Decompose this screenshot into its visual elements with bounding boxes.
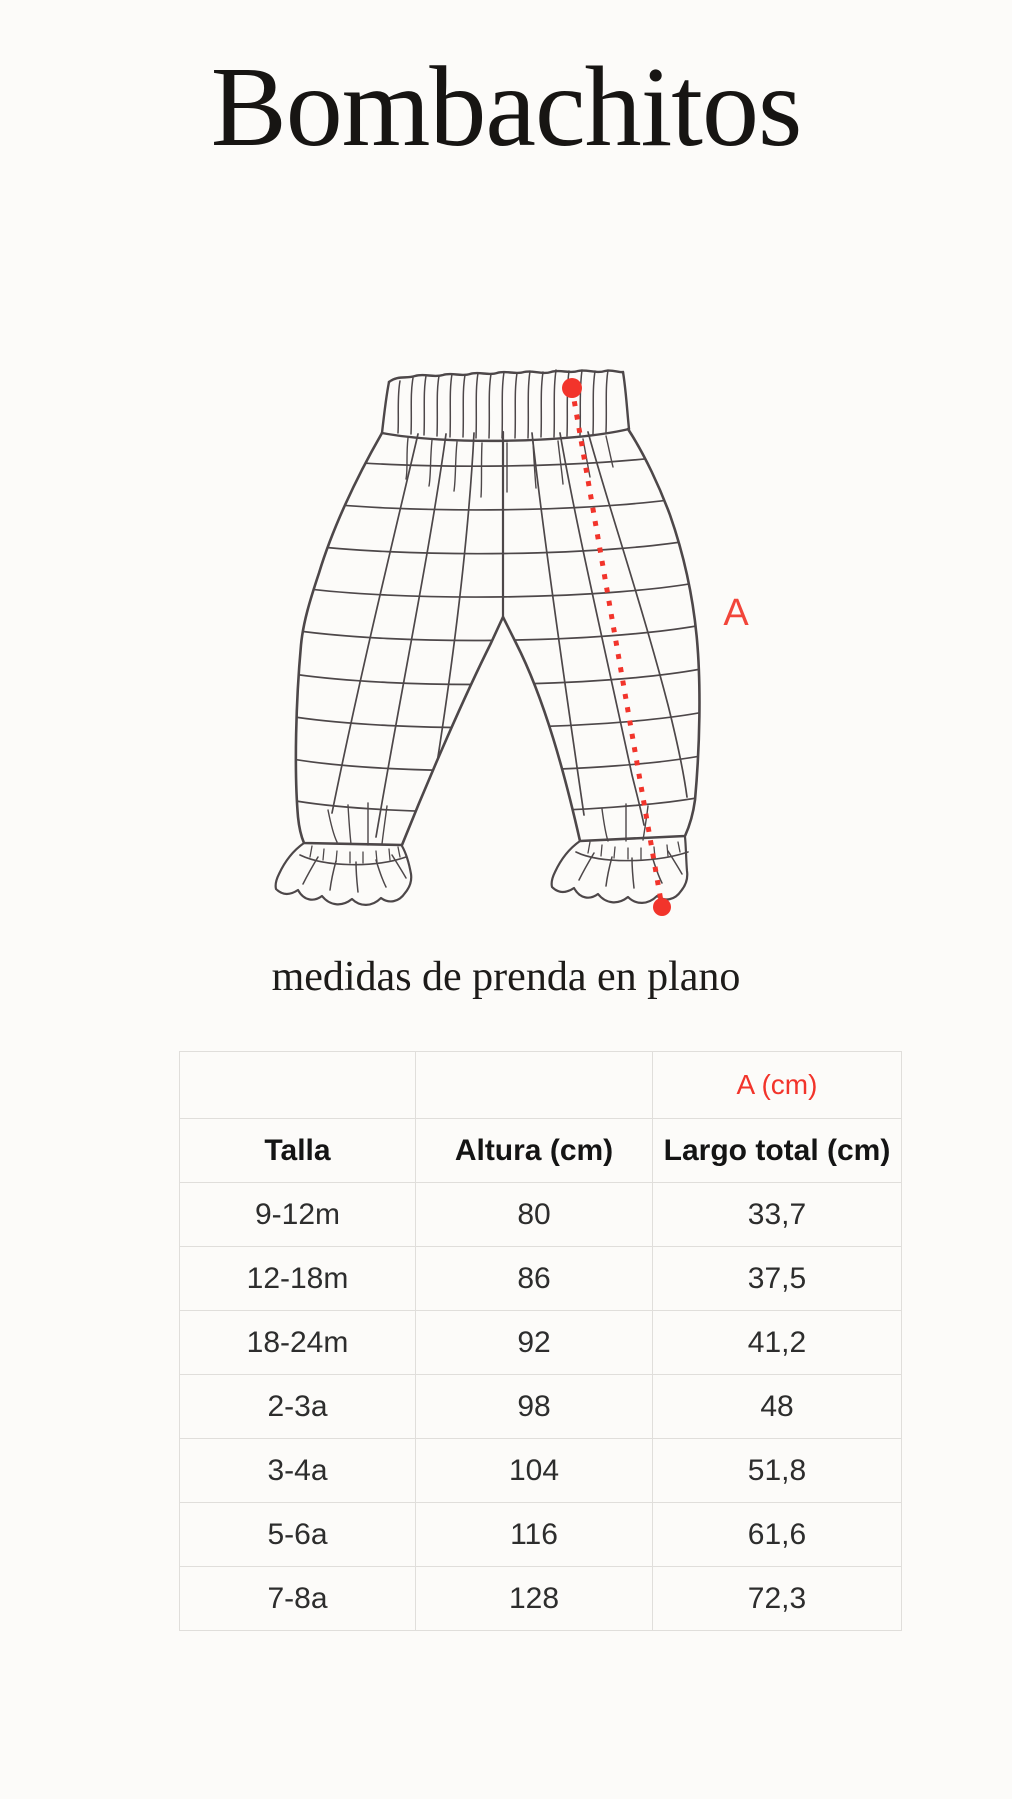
largo-cell: 48 [653,1375,902,1439]
col-header-largo-total: Largo total (cm) [653,1119,902,1183]
talla-cell: 5-6a [180,1503,416,1567]
page-title: Bombachitos [210,43,802,170]
altura-cell: 128 [416,1567,653,1631]
left-cuff-ruffle-icon [276,803,412,905]
measure-header-row [180,1052,902,1119]
measure-label-a: A [723,592,749,634]
measurement-a [562,378,749,916]
largo-cell: 51,8 [653,1439,902,1503]
empty-cell [180,1052,416,1119]
talla-cell: 9-12m [180,1183,416,1247]
talla-cell: 18-24m [180,1311,416,1375]
pants-flat-sketch [240,345,790,935]
largo-cell: 33,7 [653,1183,902,1247]
measure-dot-bottom-icon [653,898,671,916]
pants-sketch-svg [240,345,790,935]
altura-cell: 86 [416,1247,653,1311]
table-row [180,1503,902,1567]
talla-cell: 2-3a [180,1375,416,1439]
largo-cell: 72,3 [653,1567,902,1631]
waistband-icon [382,370,629,497]
largo-cell: 61,6 [653,1503,902,1567]
altura-cell: 80 [416,1183,653,1247]
table-row [180,1311,902,1375]
column-header-row [180,1119,902,1183]
table-row [180,1375,902,1439]
largo-cell: 37,5 [653,1247,902,1311]
table-row [180,1247,902,1311]
talla-cell: 7-8a [180,1567,416,1631]
caption-flat-measurements: medidas de prenda en plano [271,954,741,1000]
altura-cell: 98 [416,1375,653,1439]
empty-cell [416,1052,653,1119]
col-header-talla: Talla [180,1119,416,1183]
table-row [180,1567,902,1631]
right-cuff-ruffle-icon [552,804,688,903]
altura-cell: 104 [416,1439,653,1503]
size-table [179,1051,902,1631]
measure-a-header: A (cm) [653,1052,902,1119]
talla-cell: 3-4a [180,1439,416,1503]
measure-dot-top-icon [562,378,582,398]
col-header-altura: Altura (cm) [416,1119,653,1183]
table-row [180,1439,902,1503]
talla-cell: 12-18m [180,1247,416,1311]
altura-cell: 116 [416,1503,653,1567]
table-row [180,1183,902,1247]
altura-cell: 92 [416,1311,653,1375]
largo-cell: 41,2 [653,1311,902,1375]
